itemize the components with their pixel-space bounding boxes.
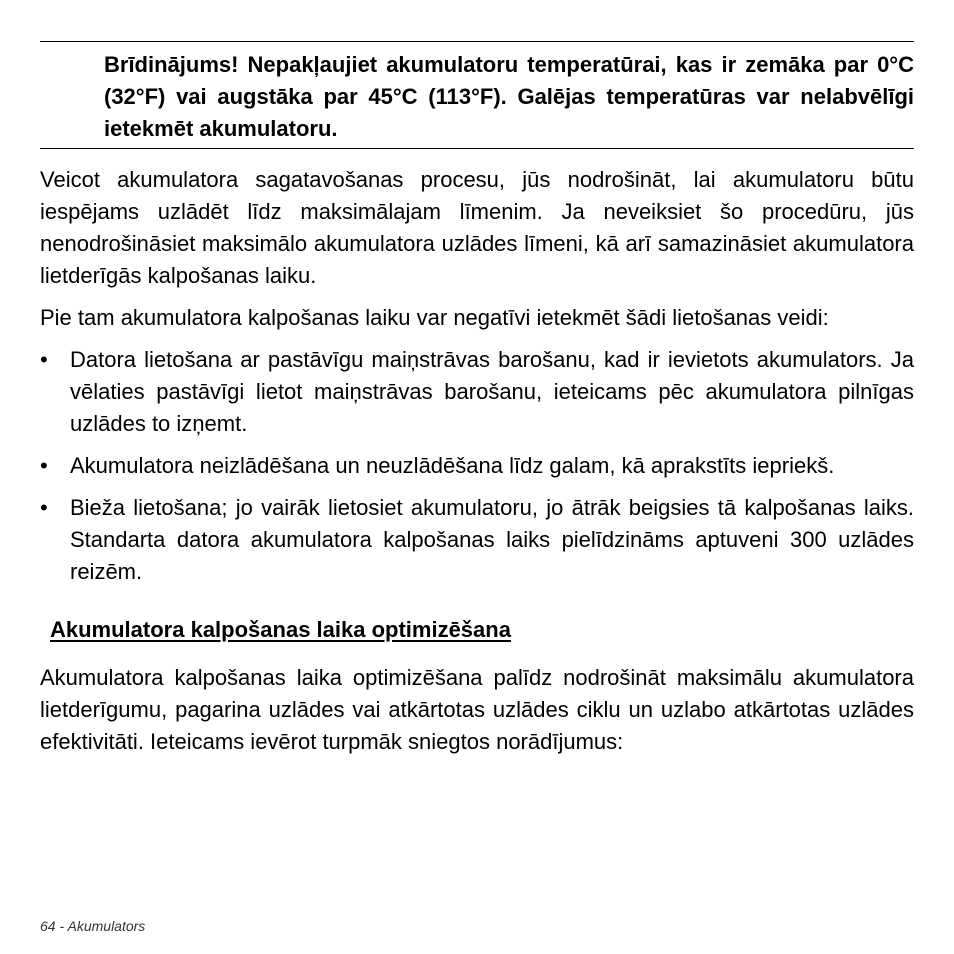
section-paragraph: Akumulatora kalpošanas laika optimizēšana palīdz nodrošināt maksimālu akumulatora lietderīgumu, pagarina uzlādes vai atkārtotas uzlādes ciklu un uzlabo atkārtotas uzlādes efektivitāti. Ieteicams ievērot turpmāk sniegtos norādījumus:: [40, 665, 914, 754]
warning-text: Brīdinājums! Nepakļaujiet akumulatoru temperatūrai, kas ir zemāka par 0°C (32°F) vai augstāka par 45°C (113°F). Galējas temperatūras var nelabvēlīgi ietekmēt akumulatoru.: [104, 52, 914, 141]
warning-bottom-rule: [40, 148, 914, 149]
warning-top-rule: [40, 41, 914, 42]
list-item: [40, 492, 914, 588]
list-item: [40, 344, 914, 440]
section-heading: Akumulatora kalpošanas laika optimizēšana: [50, 617, 511, 642]
usage-paragraph: Pie tam akumulatora kalpošanas laiku var negatīvi ietekmēt šādi lietošanas veidi:: [40, 305, 829, 330]
bullet-icon: •: [40, 453, 48, 478]
bullet-icon: •: [40, 495, 48, 520]
bullet-icon: •: [40, 347, 48, 372]
main-content: [40, 164, 914, 768]
list-item-text: Akumulatora neizlādēšana un neuzlādēšana līdz galam, kā aprakstīts iepriekš.: [70, 453, 835, 478]
list-item: [40, 450, 914, 482]
list-item-text: Bieža lietošana; jo vairāk lietosiet akumulatoru, jo ātrāk beigsies tā kalpošanas laiks. Standarta datora akumulatora kalpošanas laiks pielīdzināms aptuveni 300 uzlādes reizēm.: [70, 495, 914, 584]
list-item-text: Datora lietošana ar pastāvīgu maiņstrāvas barošanu, kad ir ievietots akumulators. Ja vēlaties pastāvīgi lietot maiņstrāvas barošanu, ieteicams pēc akumulatora pilnīgas uzlādes to izņemt.: [70, 347, 914, 436]
intro-paragraph: Veicot akumulatora sagatavošanas procesu, jūs nodrošināt, lai akumulatoru būtu iespējams uzlādēt līdz maksimālajam līmenim. Ja neveiksiet šo procedūru, jūs nenodrošināsiet maksimālo akumulatora uzlādes līmeni, kā arī samazināsiet akumulatora lietderīgās kalpošanas laiku.: [40, 167, 914, 288]
page-footer: 64 - Akumulators: [40, 918, 146, 934]
usage-bullet-list: [40, 344, 914, 588]
